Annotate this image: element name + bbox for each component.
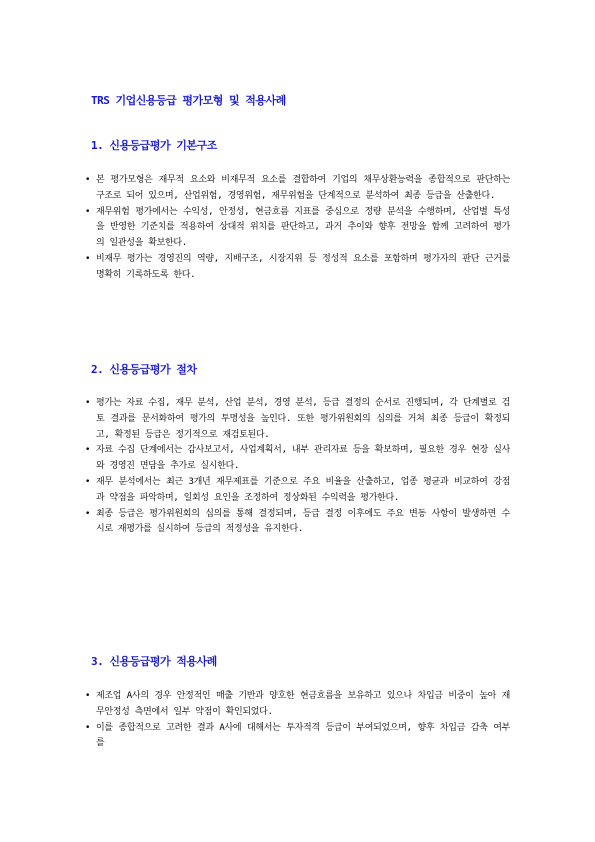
list-item-text: 최종 등급은 평가위원회의 심의를 통해 결정되며, 등급 결정 이후에도 주요 변동 사항이 발생하면 수시로 재평가를 실시하여 등급의 적정성을 유지한다. [96, 508, 510, 535]
bullet-icon: • [85, 206, 91, 217]
list-item [85, 252, 510, 284]
list-item [85, 721, 510, 753]
list-item-text: 비재무 평가는 경영진의 역량, 지배구조, 시장지위 등 정성적 요소를 포함하며 평가자의 판단 근거를 명확히 기록하도록 한다. [96, 253, 510, 280]
list-item-text: 재무위험 평가에서는 수익성, 안정성, 현금흐름 지표를 중심으로 정량 분석을 수행하며, 산업별 특성을 반영한 기준치를 적용하여 상대적 위치를 판단하고, 과거 추이와 향후 전망을 함께 고려하여 평가의 일관성을 확보한다. [96, 206, 510, 249]
section-3-list [85, 689, 510, 752]
bullet-icon: • [85, 722, 91, 733]
document-title: TRS 기업신용등급 평가모형 및 적용사례 [91, 94, 286, 107]
section-heading-3: 3. 신용등급평가 적용사례 [91, 655, 217, 668]
list-item [85, 475, 510, 507]
list-item [85, 507, 510, 539]
section-2-list [85, 396, 510, 538]
bullet-icon: • [85, 398, 91, 408]
section-1-list [85, 173, 510, 284]
list-item-text: 평가는 자료 수집, 재무 분석, 산업 분석, 경영 분석, 등급 결정의 순서로 진행되며, 각 단계별로 검토 결과를 문서화하여 평가의 투명성을 높인다. 또한 평가위원회의 심의를 거쳐 최종 등급이 확정되고, 확정된 등급은 정기적으로 재검토된다. [96, 398, 510, 440]
bullet-icon: • [85, 253, 91, 264]
list-item [85, 396, 510, 443]
bullet-icon: • [85, 445, 91, 456]
bullet-icon: • [85, 691, 91, 701]
list-item-text: 본 평가모형은 재무적 요소와 비재무적 요소를 결합하여 기업의 채무상환능력을 종합적으로 판단하는 구조로 되어 있으며, 산업위험, 경영위험, 재무위험을 단계적으로 분석하여 최종 등급을 산출한다. [96, 175, 510, 201]
list-item [85, 443, 510, 475]
bullet-icon: • [85, 508, 91, 519]
bullet-icon: • [85, 175, 91, 185]
list-item-text: 제조업 A사의 경우 안정적인 매출 기반과 양호한 현금흐름을 보유하고 있으나 차입금 비중이 높아 재무안정성 측면에서 일부 약점이 확인되었다. [96, 691, 510, 717]
section-heading-1: 1. 신용등급평가 기본구조 [91, 139, 217, 152]
list-item-text: 자료 수집 단계에서는 감사보고서, 사업계획서, 내부 관리자료 등을 확보하며, 필요한 경우 현장 실사와 경영진 면담을 추가로 실시한다. [96, 445, 510, 472]
section-heading-2: 2. 신용등급평가 절차 [91, 363, 197, 376]
list-item [85, 173, 510, 205]
list-item [85, 689, 510, 721]
list-item-text: 재무 분석에서는 최근 3개년 재무제표를 기준으로 주요 비율을 산출하고, 업종 평균과 비교하여 강점과 약점을 파악하며, 일회성 요인을 조정하여 정상화된 수익력을 평가한다. [96, 476, 510, 503]
list-item-text: 이를 종합적으로 고려한 결과 A사에 대해서는 투자적격 등급이 부여되었으며, 향후 차입금 감축 여부를 [96, 722, 510, 749]
list-item [85, 205, 510, 252]
bullet-icon: • [85, 476, 91, 487]
